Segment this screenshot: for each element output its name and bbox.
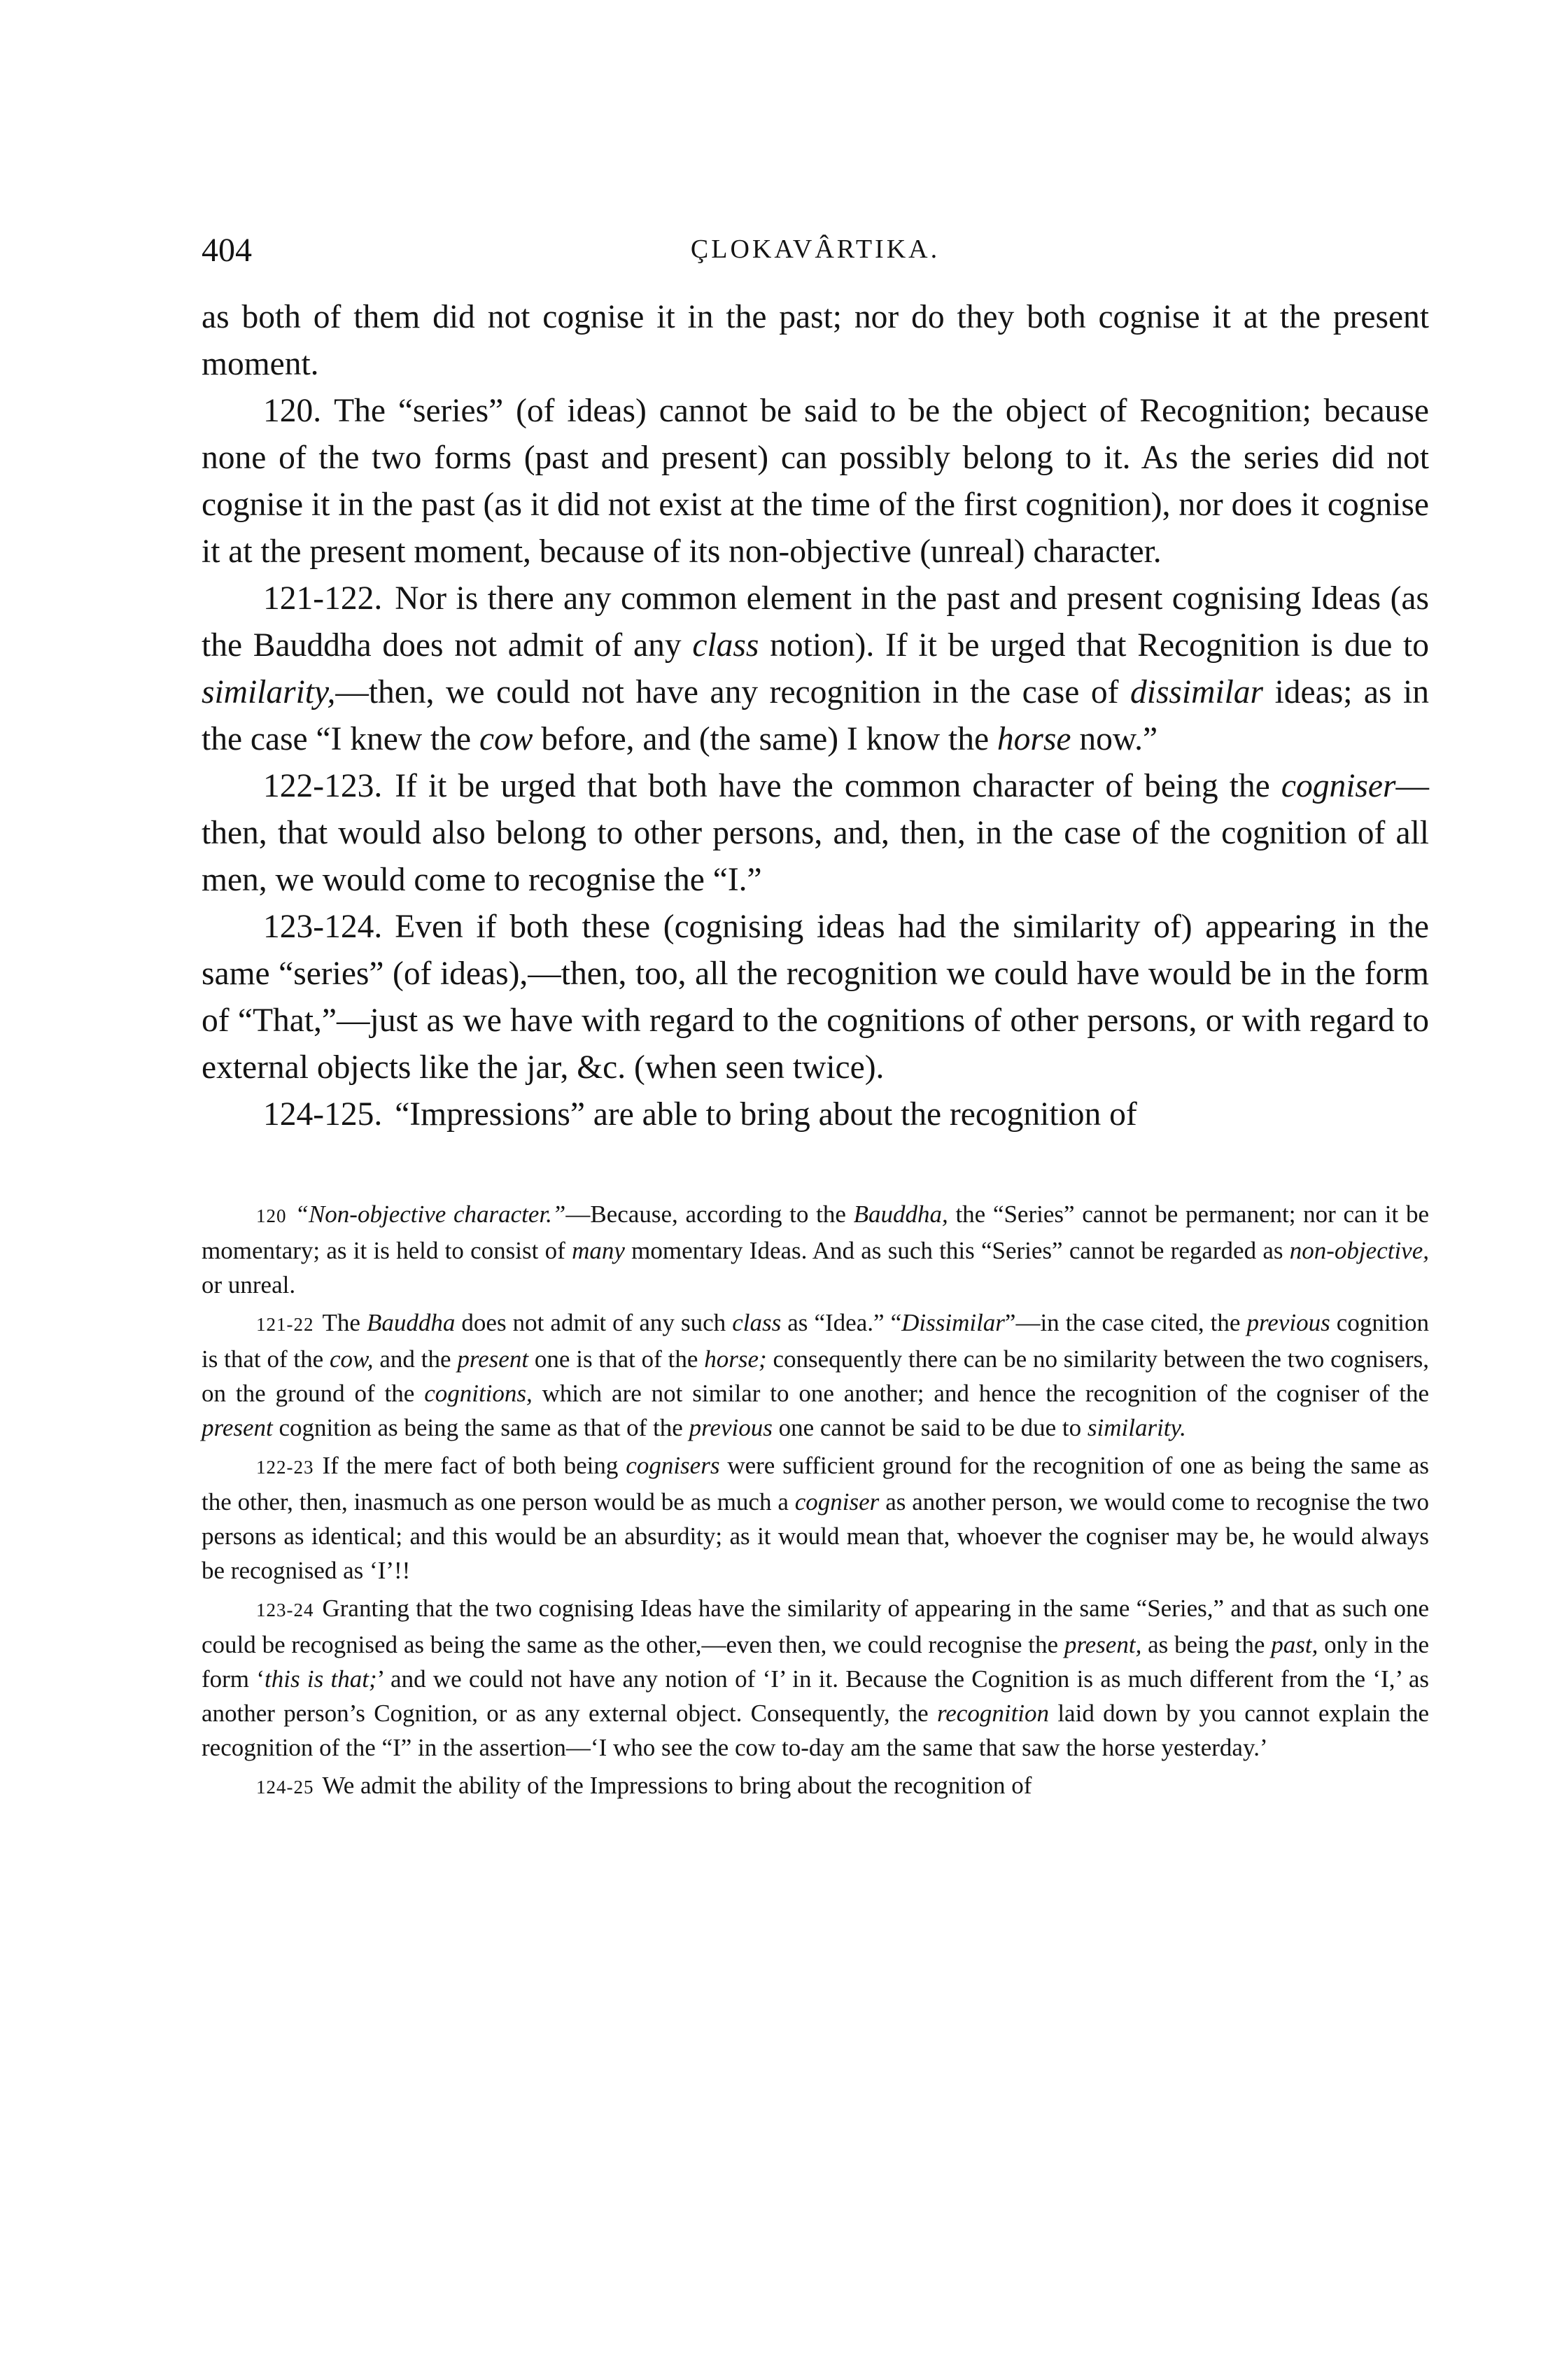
verse-number: 120. bbox=[263, 393, 322, 429]
footnote-120: 120 “Non-objective character.”—Because, according to the Bauddha, the “Series” cannot be permanent; nor can it be momentary; as it is held to consist of many momentary Ideas. And as such this “Series” cannot be regarded as non-objective, or unreal. bbox=[202, 1200, 1429, 1298]
footnote-mark: 120 bbox=[256, 1205, 287, 1226]
running-title: ÇLOKAVÂRTIKA. bbox=[690, 234, 941, 264]
footnote-122-123: 122-23 If the mere fact of both being cognisers were sufficient ground for the recognition of one as being the same as the other, then, inasmuch as one person would be as much a cogniser as another person, we would come to recognise the two persons as identical; and this would be an absurdity; as it would mean that, whoever the cogniser may be, he would always be recognised as ‘I’!! bbox=[202, 1452, 1430, 1584]
verse-number: 122-123. bbox=[263, 768, 383, 804]
footnote-mark: 121-22 bbox=[256, 1314, 314, 1335]
footnote-mark: 122-23 bbox=[256, 1457, 314, 1478]
page-header bbox=[202, 231, 1429, 280]
verse-124-125: 124-125. “Impressions” are able to bring about the recognition of bbox=[263, 1096, 1137, 1133]
main-text bbox=[202, 294, 1429, 1138]
verse-number: 123-124. bbox=[263, 909, 383, 945]
footnote-121-122: 121-22 The Bauddha does not admit of any such class as “Idea.” “Dissimilar”—in the case cited, the previous cognition is that of the cow, and the present one is that of the horse; consequently there can be no similarity between the two cognisers, on the ground of the cognitions, which are not similar to one another; and hence the recognition of the cogniser of the present cognition as being the same as that of the previous one cannot be said to be due to similarity. bbox=[202, 1309, 1430, 1441]
footnote-mark: 123-24 bbox=[256, 1600, 314, 1620]
verse-120: 120. The “series” (of ideas) cannot be said to be the object of Recognition; because none of the two forms (past and present) can possibly belong to it. As the series did not cognise it in the past (as it did not exist at the time of the first cognition), nor does it cognise it at the present moment, because of its non-objective (unreal) character. bbox=[202, 393, 1429, 570]
page-number: 404 bbox=[202, 232, 252, 269]
verse-123-124: 123-124. Even if both these (cognising ideas had the similarity of) appearing in the same “series” (of ideas),—then, too, all the recognition we could have would be in the form of “That,”—just as we have with regard to the cognitions of other persons, or with regard to external objects like the jar, &c. (when seen twice). bbox=[202, 909, 1429, 1086]
paragraph-continuation: as both of them did not cognise it in the past; nor do they both cognise it at the present moment. bbox=[202, 299, 1429, 382]
verse-number: 124-125. bbox=[263, 1096, 383, 1133]
verse-121-122: 121-122. Nor is there any common element in the past and present cognising Ideas (as the Bauddha does not admit of any class notion). If it be urged that Recognition is due to similarity,—then, we could not have any recognition in the case of dissimilar ideas; as in the case “I knew the cow before, and (the same) I know the horse now.” bbox=[202, 580, 1429, 757]
footnote-mark: 124-25 bbox=[256, 1777, 314, 1798]
verse-122-123: 122-123. If it be urged that both have the common character of being the cogniser—then, that would also belong to other persons, and, then, in the case of the cognition of all men, we would come to recognise the “I.” bbox=[202, 768, 1429, 898]
verse-number: 121-122. bbox=[263, 580, 383, 617]
footnotes bbox=[202, 1197, 1429, 1805]
footnote-124-125: 124-25 We admit the ability of the Impressions to bring about the recognition of bbox=[256, 1772, 1032, 1799]
footnote-123-124: 123-24 Granting that the two cognising Ideas have the similarity of appearing in the same “Series,” and that as such one could be recognised as being the same as the other,—even then, we could recognise the present, as being the past, only in the form ‘this is that;’ and we could not have any notion of ‘I’ in it. Because the Cognition is as much different from the ‘I,’ as another person’s Cognition, or as any external object. Consequently, the recognition laid down by you cannot explain the recognition of the “I” in the assertion—‘I who see the cow to-day am the same that saw the horse yesterday.’ bbox=[202, 1595, 1429, 1761]
